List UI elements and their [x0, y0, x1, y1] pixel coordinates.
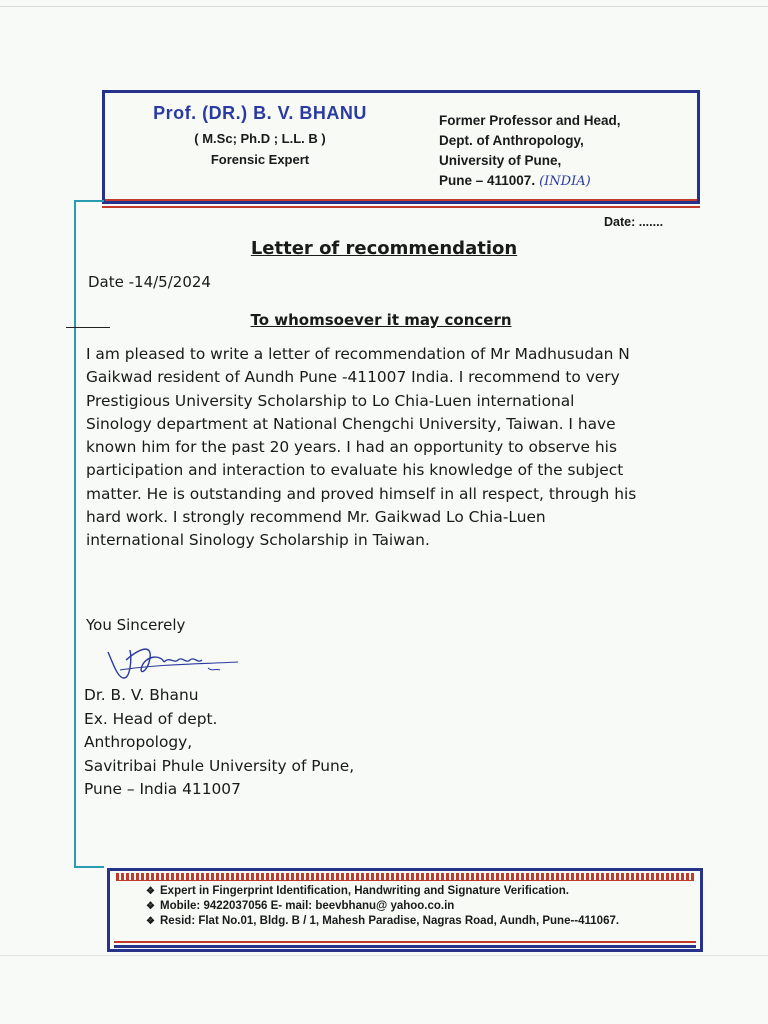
affiliation-line	[439, 171, 621, 192]
affiliation-line: Former Professor and Head,	[439, 113, 621, 128]
letter-date: Date -14/5/2024	[88, 273, 211, 291]
diamond-bullet-icon: ❖	[146, 916, 155, 927]
page-top-edge	[0, 0, 768, 7]
footer-box	[107, 868, 703, 952]
margin-rule	[74, 200, 76, 868]
paragraph-line: I am pleased to write a letter of recommendation of Mr Madhusudan N	[86, 345, 630, 363]
letterhead-right	[439, 111, 621, 192]
footer-item	[146, 914, 700, 929]
signatory-line: Ex. Head of dept.	[84, 709, 218, 728]
paragraph-line: Prestigious University Scholarship to Lo Chia-Luen international	[86, 391, 575, 410]
affiliation-line: Dept. of Anthropology,	[439, 133, 584, 148]
author-degrees: ( M.Sc; Ph.D ; L.L. B )	[194, 131, 326, 146]
salutation: To whomsoever it may concern	[250, 311, 512, 329]
paragraph-line: participation and interaction to evaluate his knowledge of the subject	[86, 461, 624, 480]
letter-paragraph	[86, 343, 686, 553]
margin-rule-top	[74, 200, 104, 202]
diamond-bullet-icon: ❖	[146, 886, 155, 897]
footer-text: Resid: Flat No.01, Bldg. B / 1, Mahesh Paradise, Nagras Road, Aundh, Pune--411067.	[160, 915, 620, 927]
closing: You Sincerely	[86, 616, 186, 634]
page-bottom-edge	[0, 955, 768, 956]
paragraph-line: Gaikwad resident of Aundh Pune -411007 India. I recommend to very	[86, 368, 620, 387]
paragraph-line: hard work. I strongly recommend Mr. Gaikwad Lo Chia-Luen	[86, 508, 546, 527]
letterhead-left	[105, 103, 415, 167]
signatory-line: Anthropology,	[84, 733, 193, 751]
star-border	[116, 873, 694, 881]
signatory-line: Dr. B. V. Bhanu	[84, 686, 199, 704]
letter-title: Letter of recommendation	[250, 238, 518, 259]
affiliation-line: University of Pune,	[439, 153, 562, 168]
footer-rule-blue	[114, 945, 696, 948]
footer-text: Expert in Fingerprint Identification, Handwriting and Signature Verification.	[160, 885, 569, 897]
paragraph-line: international Sinology Scholarship in Taiwan.	[86, 531, 430, 550]
author-role: Forensic Expert	[210, 152, 310, 167]
date-label: Date: .......	[604, 215, 664, 229]
signatory-block	[84, 684, 354, 802]
signatory-line: Savitribai Phule University of Pune,	[84, 756, 355, 775]
footer-item	[146, 899, 700, 914]
diamond-bullet-icon: ❖	[146, 901, 155, 912]
footer-text: Mobile: 9422037056 E- mail: beevbhanu@ yahoo.co.in	[160, 900, 455, 912]
address-city: Pune – 411007.	[439, 173, 536, 188]
letterhead	[102, 90, 700, 204]
footer-rule-red	[114, 941, 696, 943]
handwritten-country: (INDIA)	[539, 174, 591, 189]
paragraph-line: Sinology department at National Chengchi University, Taiwan. I have	[86, 414, 616, 433]
footer-item	[146, 884, 700, 899]
paragraph-line: matter. He is outstanding and proved himself in all respect, through his	[86, 484, 637, 503]
signature-image	[100, 638, 250, 684]
paragraph-line: known him for the past 20 years. I had an opportunity to observe his	[86, 438, 617, 457]
signatory-line: Pune – India 411007	[84, 780, 241, 798]
footer-list	[146, 884, 700, 929]
margin-rule-foot	[74, 866, 104, 868]
author-name: Prof. (DR.) B. V. BHANU	[153, 103, 367, 123]
